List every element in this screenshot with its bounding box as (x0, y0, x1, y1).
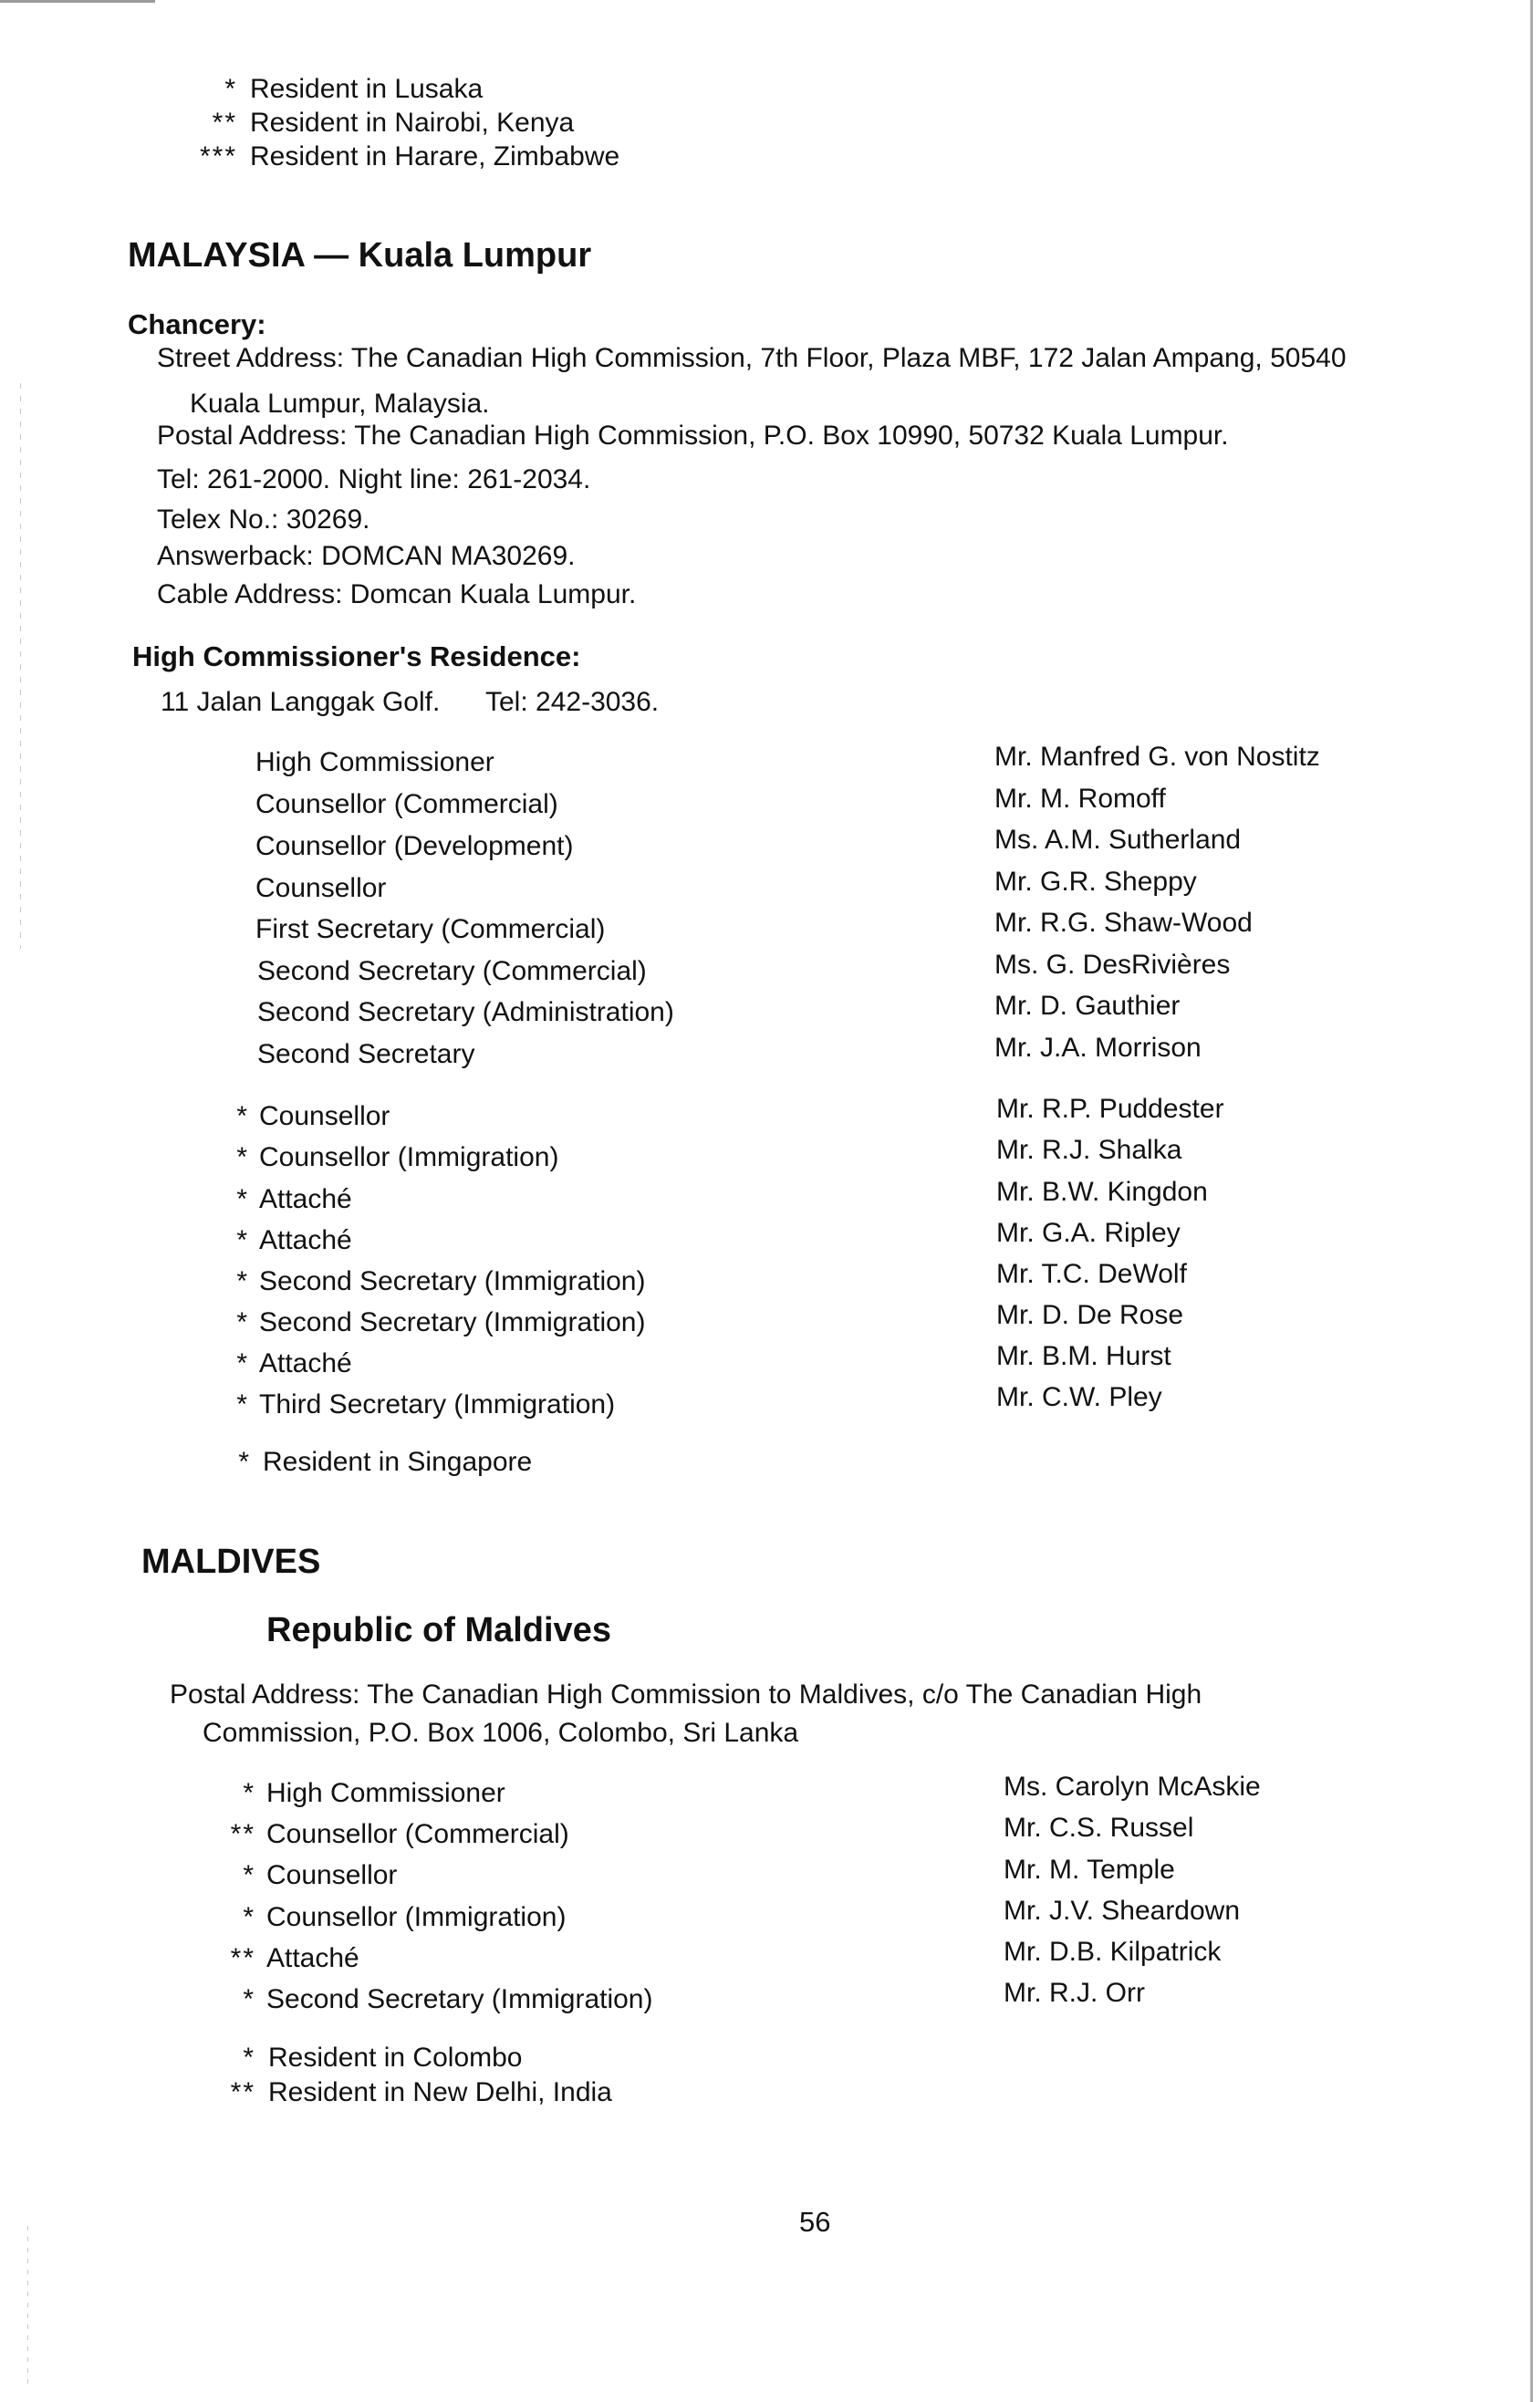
telephone: Tel: 261-2000. Night line: 261-2034. (157, 464, 591, 494)
staff-marker: ** (230, 1943, 255, 1973)
note-text: Resident in Lusaka (250, 74, 484, 104)
staff-name: Mr. J.A. Morrison (994, 1033, 1202, 1063)
staff-title: Counsellor (Immigration) (266, 1902, 567, 1932)
staff-name: Ms. A.M. Sutherland (994, 825, 1242, 855)
note-marker: ** (212, 108, 237, 138)
postal-address-cont: Commission, P.O. Box 1006, Colombo, Sri Lanka (203, 1718, 799, 1748)
note-marker: *** (199, 141, 237, 172)
staff-name: Mr. C.S. Russel (1004, 1813, 1194, 1843)
scan-edge-left (20, 383, 21, 949)
staff-title: High Commissioner (255, 747, 494, 777)
postal-address: Postal Address: The Canadian High Commission, P.O. Box 10990, 50732 Kuala Lumpur. (157, 421, 1229, 451)
staff-marker: * (236, 1348, 249, 1378)
staff-title: Counsellor (255, 873, 387, 903)
residence-label: High Commissioner's Residence: (132, 640, 581, 672)
staff-name: Mr. M. Romoff (994, 784, 1166, 814)
staff-name: Mr. R.J. Shalka (996, 1135, 1182, 1165)
answerback: Answerback: DOMCAN MA30269. (157, 541, 576, 571)
staff-title: Attaché (259, 1348, 352, 1378)
section-subheading-maldives: Republic of Maldives (266, 1611, 611, 1649)
note-marker: ** (230, 2077, 255, 2107)
staff-marker: * (243, 1984, 255, 2014)
staff-title: Attaché (266, 1943, 359, 1973)
staff-name: Mr. D. De Rose (996, 1300, 1184, 1330)
staff-title: Second Secretary (Commercial) (257, 956, 647, 986)
staff-marker: * (236, 1266, 249, 1296)
section-heading-malaysia: MALAYSIA — Kuala Lumpur (128, 236, 592, 275)
staff-name: Mr. J.V. Sheardown (1004, 1896, 1241, 1926)
scan-edge-right (1530, 0, 1533, 2402)
staff-title: Counsellor (Commercial) (266, 1819, 569, 1849)
staff-title: Second Secretary (Immigration) (266, 1984, 653, 2014)
staff-marker: * (236, 1184, 249, 1214)
staff-title: Counsellor (Commercial) (255, 789, 558, 819)
staff-title: Attaché (259, 1184, 352, 1214)
note-marker: * (243, 2043, 255, 2073)
staff-marker: * (243, 1778, 255, 1808)
note-text: Resident in Nairobi, Kenya (250, 108, 575, 138)
staff-name: Mr. M. Temple (1004, 1855, 1175, 1885)
staff-marker: ** (230, 1819, 255, 1849)
note-text: Resident in Singapore (263, 1447, 533, 1477)
staff-marker: * (243, 1860, 255, 1890)
staff-name: Mr. D.B. Kilpatrick (1004, 1937, 1222, 1967)
staff-title: Counsellor (Development) (255, 831, 574, 861)
staff-title: Attaché (259, 1225, 352, 1255)
chancery-label: Chancery: (128, 308, 266, 340)
note-text: Resident in Colombo (268, 2043, 523, 2073)
postal-address: Postal Address: The Canadian High Commission to Maldives, c/o The Canadian High (170, 1679, 1202, 1710)
note-marker: * (224, 74, 237, 104)
staff-title: First Secretary (Commercial) (255, 914, 606, 944)
residence-telephone: Tel: 242-3036. (485, 687, 660, 717)
staff-name: Ms. G. DesRivières (994, 950, 1231, 980)
street-address-cont: Kuala Lumpur, Malaysia. (190, 389, 490, 419)
staff-name: Mr. R.J. Orr (1004, 1978, 1145, 2008)
staff-title: Counsellor (259, 1101, 390, 1131)
note-marker: * (238, 1447, 251, 1477)
note-text: Resident in New Delhi, India (268, 2077, 612, 2107)
staff-marker: * (236, 1307, 249, 1337)
staff-title: Second Secretary (Administration) (257, 997, 674, 1027)
staff-title: Counsellor (Immigration) (259, 1142, 559, 1172)
telex: Telex No.: 30269. (157, 504, 370, 535)
staff-marker: * (236, 1101, 249, 1131)
residence-address: 11 Jalan Langgak Golf. (161, 687, 441, 717)
staff-marker: * (236, 1389, 249, 1419)
staff-name: Mr. G.A. Ripley (996, 1218, 1181, 1248)
note-text: Resident in Harare, Zimbabwe (250, 141, 620, 172)
scan-edge-left-lower (27, 2226, 28, 2390)
staff-name: Mr. R.P. Puddester (996, 1094, 1224, 1124)
staff-name: Mr. G.R. Sheppy (994, 867, 1197, 897)
staff-title: Second Secretary (Immigration) (259, 1307, 646, 1337)
street-address: Street Address: The Canadian High Commission, 7th Floor, Plaza MBF, 172 Jalan Ampang, 50540 (157, 343, 1347, 373)
staff-name: Mr. C.W. Pley (996, 1382, 1162, 1412)
staff-marker: * (236, 1225, 249, 1255)
cable-address: Cable Address: Domcan Kuala Lumpur. (157, 579, 637, 609)
staff-marker: * (243, 1902, 255, 1932)
staff-title: Second Secretary (Immigration) (259, 1266, 646, 1296)
staff-name: Mr. B.W. Kingdon (996, 1177, 1208, 1207)
staff-name: Mr. Manfred G. von Nostitz (994, 742, 1320, 772)
staff-name: Mr. R.G. Shaw-Wood (994, 908, 1253, 938)
staff-title: Third Secretary (Immigration) (259, 1389, 616, 1419)
page-number: 56 (799, 2206, 831, 2238)
staff-title: Counsellor (266, 1860, 398, 1890)
staff-marker: * (236, 1142, 249, 1172)
staff-title: Second Secretary (257, 1039, 475, 1069)
scan-edge-top (0, 0, 155, 3)
staff-name: Mr. B.M. Hurst (996, 1341, 1171, 1371)
section-heading-maldives: MALDIVES (141, 1543, 321, 1581)
staff-name: Mr. D. Gauthier (994, 991, 1181, 1021)
staff-name: Ms. Carolyn McAskie (1004, 1772, 1261, 1802)
staff-name: Mr. T.C. DeWolf (996, 1259, 1187, 1289)
staff-title: High Commissioner (266, 1778, 505, 1808)
